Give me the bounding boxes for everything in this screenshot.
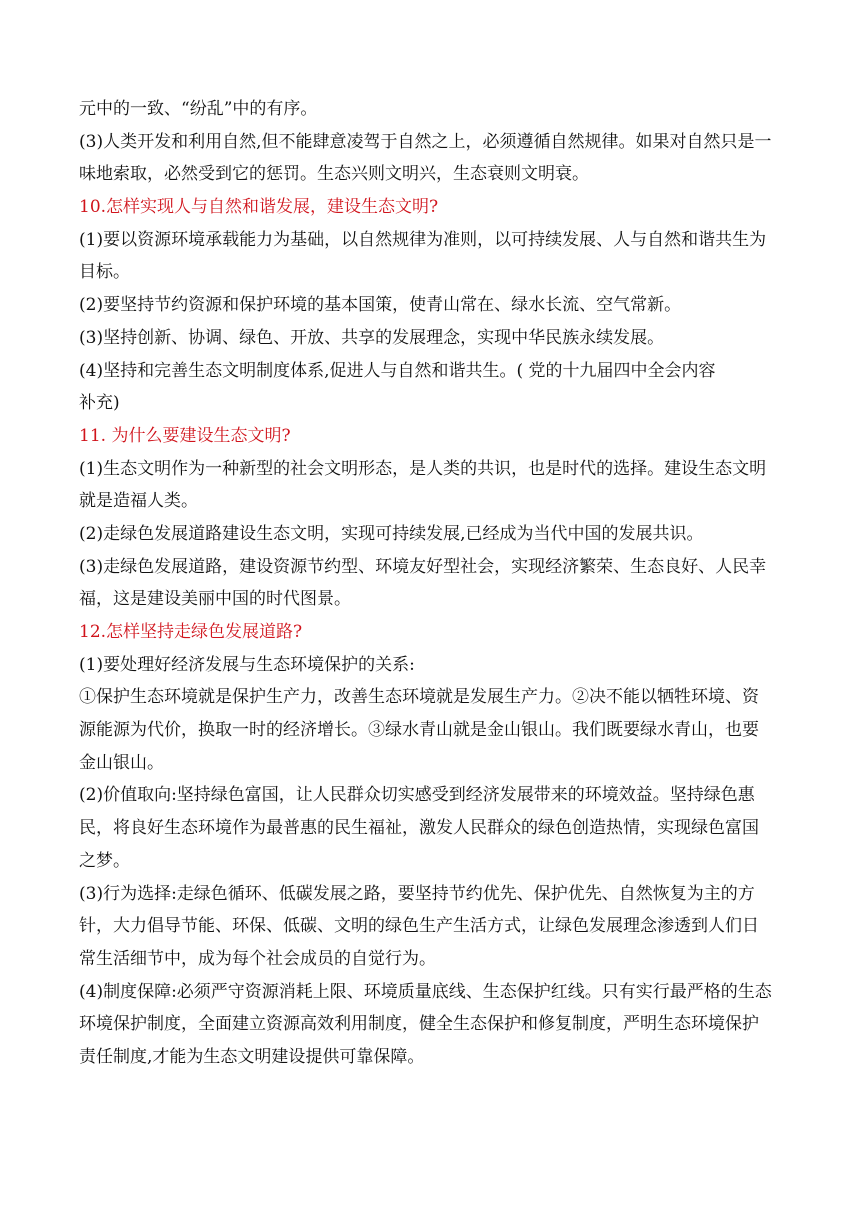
text-line: (2)价值取向:坚持绿色富国，让人民群众切实感受到经济发展带来的环境效益。坚持绿色惠 [79, 785, 755, 806]
text-line: (2)走绿色发展道路建设生态文明，实现可持续发展,已经成为当代中国的发展共识。 [79, 523, 704, 544]
text-line: (2)要坚持节约资源和保护环境的基本国策，使青山常在、绿水长流、空气常新。 [79, 295, 682, 316]
text-line: (3)行为选择:走绿色循环、低碳发展之路，要坚持节约优先、保护优先、自然恢复为主的方 [79, 883, 755, 904]
text-line: (3)走绿色发展道路，建设资源节约型、环境友好型社会，实现经济繁荣、生态良好、人民幸 [79, 556, 767, 577]
text-line: 责任制度,才能为生态文明建设提供可靠保障。 [79, 1046, 425, 1067]
text-line: 福，这是建设美丽中国的时代图景。 [79, 589, 351, 610]
section-heading-11: 11. 为什么要建设生态文明? [79, 425, 291, 446]
text-line: 常生活细节中，成为每个社会成员的自觉行为。 [79, 948, 436, 969]
text-line: 环境保护制度，全面建立资源高效利用制度，健全生态保护和修复制度，严明生态环境保护 [79, 1014, 759, 1035]
text-line: (4)制度保障:必须严守资源消耗上限、环境质量底线、生态保护红线。只有实行最严格的生态 [79, 981, 772, 1002]
text-line: (3)坚持创新、协调、绿色、开放、共享的发展理念，实现中华民族永续发展。 [79, 327, 665, 348]
text-line: (1)要以资源环境承载能力为基础，以自然规律为准则，以可持续发展、人与自然和谐共生为 [79, 229, 767, 250]
document-body [79, 93, 789, 1074]
section-heading-10: 10.怎样实现人与自然和谐发展，建设生态文明? [79, 197, 439, 218]
text-line: 元中的一致、“纷乱”中的有序。 [79, 99, 318, 119]
text-line: 民，将良好生态环境作为最普惠的民生福祉，激发人民群众的绿色创造热情，实现绿色富国 [79, 818, 759, 839]
text-line: (1)要处理好经济发展与生态环境保护的关系: [79, 654, 415, 675]
text-line: 就是造福人类。 [79, 491, 198, 512]
text-line: 味地索取，必然受到它的惩罚。生态兴则文明兴，生态衰则文明衰。 [79, 164, 589, 185]
text-line: (3)人类开发和利用自然,但不能肆意凌驾于自然之上，必须遵循自然规律。如果对自然只是一 [79, 131, 772, 152]
section-heading-12: 12.怎样坚持走绿色发展道路? [79, 622, 303, 642]
text-line: 之梦。 [79, 850, 130, 871]
text-line: 目标。 [79, 262, 130, 283]
text-line: 补充) [79, 393, 120, 414]
text-line: 源能源为代价，换取一时的经济增长。③绿水青山就是金山银山。我们既要绿水青山，也要 [79, 720, 759, 741]
text-line: ①保护生态环境就是保护生产力，改善生态环境就是发展生产力。②决不能以牺牲环境、资 [79, 687, 759, 708]
text-line: (4)坚持和完善生态文明制度体系,促进人与自然和谐共生。( 党的十九届四中全会内容 [79, 360, 716, 381]
text-line: (1)生态文明作为一种新型的社会文明形态，是人类的共识，也是时代的选择。建设生态文明 [79, 458, 767, 479]
text-line: 针，大力倡导节能、环保、低碳、文明的绿色生产生活方式，让绿色发展理念渗透到人们日 [79, 916, 759, 937]
text-line: 金山银山。 [79, 752, 164, 773]
